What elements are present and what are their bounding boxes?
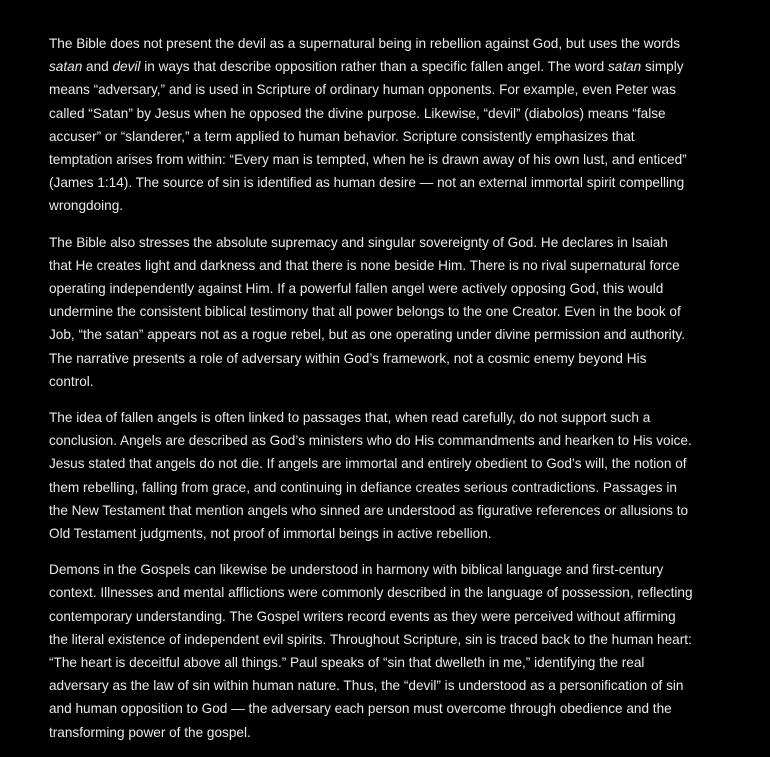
italic-word-devil: devil — [112, 59, 141, 75]
paragraph-1-text-d: simply means “adversary,” and is used in Scripture of ordinary human opponents. For example, even Peter was called “Satan” by Jesus when he opposed the divine purpose. Likewise, “devil” (diabolos) means “false accuser” or “slanderer,” a term applied to human behavior. Scripture consistently emphasizes that temptation arises from within: “Every man is tempted, when he is drawn away of his own lust, and enticed” (James 1:14). The source of sin is identified as human desire — not an external immortal spirit compelling wrongdoing. — [49, 59, 687, 214]
paragraph-1-text-c: in ways that describe opposition rather than a specific fallen angel. The word — [140, 59, 608, 75]
italic-word-satan-2: satan — [607, 59, 642, 75]
paragraph-1 — [49, 32, 694, 218]
paragraph-2: The Bible also stresses the absolute supremacy and singular sovereignty of God. He declares in Isaiah that He creates light and darkness and that there is none beside Him. There is no rival supernatural force operating independently against Him. If a powerful fallen angel were actively opposing God, this would undermine the consistent biblical testimony that all power belongs to the one Creator. Even in the book of Job, “the satan” appears not as a rogue rebel, but as one operating under divine permission and authority. The narrative presents a role of adversary within God’s framework, not a cosmic enemy beyond His control. — [49, 234, 686, 389]
paragraph-1-text-b: and — [82, 59, 113, 75]
italic-word-satan: satan — [49, 59, 83, 75]
paragraph-3: The idea of fallen angels is often linked to passages that, when read carefully, do not support such a conclusion. Angels are described as God’s ministers who do His commandments and hearken to His voice. Jesus stated that angels do not die. If angels are immortal and entirely obedient to God’s will, the notion of them rebelling, falling from grace, and continuing in defiance creates serious contradictions. Passages in the New Testament that mention angels who sinned are understood as figurative references or allusions to Old Testament judgments, not proof of immortal beings in active rebellion. — [49, 410, 692, 542]
article-body — [49, 32, 694, 757]
paragraph-1-text-a: The Bible does not present the devil as a supernatural being in rebellion against God, but uses the words — [49, 36, 680, 51]
paragraph-4: Demons in the Gospels can likewise be understood in harmony with biblical language and first-century context. Illnesses and mental afflictions were commonly described in the language of possession, reflecting contemporary understanding. The Gospel writers record events as they were perceived without affirming the literal existence of independent evil spirits. Throughout Scripture, sin is traced back to the human heart: “The heart is deceitful above all things.” Paul speaks of “sin that dwelleth in me,” identifying the real adversary as the law of sin within human nature. Thus, the “devil” is understood as a personification of sin and human opposition to God — the adversary each person must overcome through obedience and the transforming power of the gospel. — [49, 562, 693, 740]
